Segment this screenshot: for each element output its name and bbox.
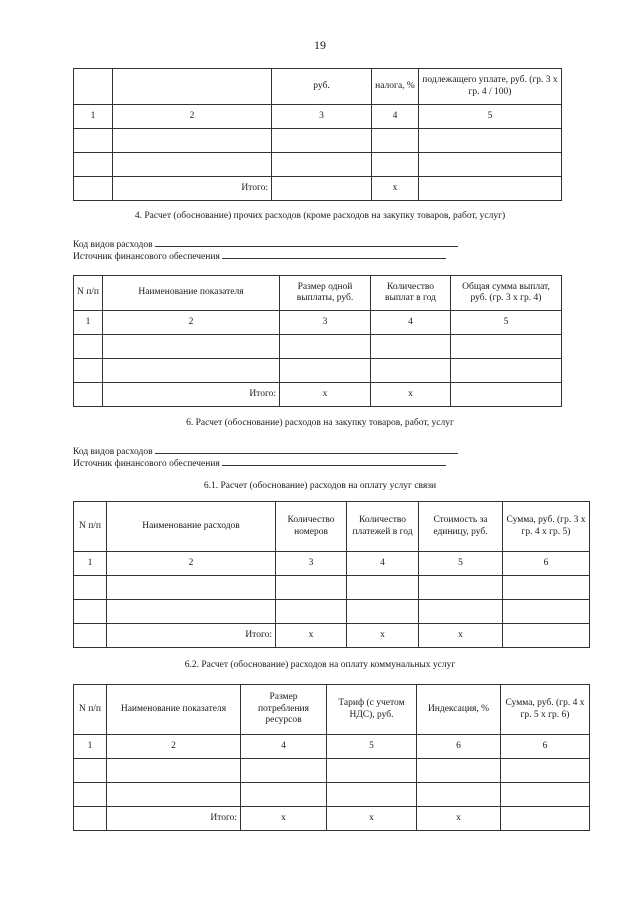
expense-code-line [155,237,458,247]
total-label: Итого: [113,177,272,201]
table-cell [280,335,371,359]
table-cell [74,624,107,648]
table-cell [107,600,276,624]
section-6-1-heading: 6.1. Расчет (обоснование) расходов на оплату услуг связи [203,481,437,491]
table-cell: x [347,624,419,648]
column-number: 4 [347,552,419,576]
funding-source-field [73,249,446,262]
header-cell: Количество платежей в год [347,502,419,552]
expense-code-label: Код видов расходов [73,447,153,457]
column-number: 1 [74,552,107,576]
column-number: 3 [280,311,371,335]
table-cell [372,153,419,177]
column-number: 6 [501,735,590,759]
header-cell: N п/п [74,685,107,735]
table-cell [347,576,419,600]
header-cell: Стоимость за единицу, руб. [419,502,503,552]
table-row [74,576,590,600]
table-cell [272,129,372,153]
table-cell [103,359,280,383]
column-number-row [74,552,590,576]
table-cell: x [327,807,417,831]
table-cell [451,335,562,359]
funding-source-line [222,249,446,259]
table-header-row [74,685,590,735]
table-header-row [74,276,562,311]
funding-source-field [73,456,446,469]
column-number: 5 [419,105,562,129]
table-cell [74,335,103,359]
header-cell: Наименование расходов [107,502,276,552]
other-expenses-table [73,275,562,407]
header-cell: Тариф (с учетом НДС), руб. [327,685,417,735]
table-row [74,359,562,383]
table-cell [276,600,347,624]
column-number: 1 [74,735,107,759]
table-cell [280,359,371,383]
header-cell [74,69,113,105]
table-row [74,783,590,807]
header-cell: Размер одной выплаты, руб. [280,276,371,311]
funding-source-label: Источник финансового обеспечения [73,252,220,262]
column-number: 6 [503,552,590,576]
table-cell [371,359,451,383]
section-6-2-heading: 6.2. Расчет (обоснование) расходов на оплату коммунальных услуг [184,660,456,670]
table-cell [241,783,327,807]
page-number: 19 [314,38,326,52]
total-label: Итого: [107,624,276,648]
table-cell [417,783,501,807]
table-cell [372,129,419,153]
table-cell: x [241,807,327,831]
column-number: 2 [107,735,241,759]
header-cell: Сумма, руб. (гр. 3 х гр. 4 х гр. 5) [503,502,590,552]
table-cell [74,359,103,383]
column-number: 5 [327,735,417,759]
table-cell: x [372,177,419,201]
column-number: 4 [241,735,327,759]
header-cell: Количество номеров [276,502,347,552]
table-cell [74,759,107,783]
total-row [74,177,562,201]
table-cell [74,177,113,201]
section-6-heading: 6. Расчет (обоснование) расходов на закупку товаров, работ, услуг [186,418,454,428]
table-cell [347,600,419,624]
header-cell: налога, % [372,69,419,105]
table-cell [113,153,272,177]
table-cell [74,600,107,624]
table-cell [501,759,590,783]
table-cell [272,177,372,201]
table-cell [501,783,590,807]
column-number: 2 [113,105,272,129]
table-cell [74,129,113,153]
table-cell: x [417,807,501,831]
column-number: 5 [419,552,503,576]
table-cell [419,129,562,153]
table-cell [419,576,503,600]
column-number-row [74,105,562,129]
table-cell [272,153,372,177]
header-cell: Наименование показателя [107,685,241,735]
header-cell: Сумма, руб. (гр. 4 х гр. 5 х гр. 6) [501,685,590,735]
table-cell: x [371,383,451,407]
column-number: 3 [272,105,372,129]
table-cell [501,807,590,831]
header-cell: Количество выплат в год [371,276,451,311]
table-cell [419,600,503,624]
table-cell: x [419,624,503,648]
table-cell: x [280,383,371,407]
header-cell: Индексация, % [417,685,501,735]
table-cell [107,783,241,807]
header-cell: N п/п [74,502,107,552]
utility-expenses-table [73,684,590,831]
table-header-row [74,69,562,105]
column-number-row [74,735,590,759]
table-cell [113,129,272,153]
column-number: 2 [103,311,280,335]
table-cell [503,600,590,624]
table-cell [419,153,562,177]
funding-source-label: Источник финансового обеспечения [73,459,220,469]
column-number: 1 [74,105,113,129]
table-cell: x [276,624,347,648]
table-cell [417,759,501,783]
table-cell [327,759,417,783]
table-cell [241,759,327,783]
header-cell [113,69,272,105]
table-header-row [74,502,590,552]
total-label: Итого: [103,383,280,407]
table-cell [107,576,276,600]
header-cell: N п/п [74,276,103,311]
table-cell [327,783,417,807]
table-cell [503,576,590,600]
header-cell: Наименование показателя [103,276,280,311]
table-cell [74,783,107,807]
table-cell [371,335,451,359]
table-cell [276,576,347,600]
tax-calculation-table [73,68,562,201]
column-number: 5 [451,311,562,335]
column-number: 2 [107,552,276,576]
table-row [74,129,562,153]
table-cell [107,759,241,783]
column-number: 6 [417,735,501,759]
table-row [74,600,590,624]
communication-expenses-table [73,501,590,648]
table-row [74,759,590,783]
header-cell: подлежащего уплате, руб. (гр. 3 х гр. 4 / 100) [419,69,562,105]
funding-source-line [222,456,446,466]
header-cell: Общая сумма выплат, руб. (гр. 3 х гр. 4) [451,276,562,311]
table-cell [103,335,280,359]
header-cell: руб. [272,69,372,105]
expense-code-label: Код видов расходов [73,240,153,250]
column-number: 4 [371,311,451,335]
expense-code-line [155,444,458,454]
table-cell [74,576,107,600]
total-label: Итого: [107,807,241,831]
total-row [74,383,562,407]
table-row [74,153,562,177]
table-cell [74,383,103,407]
table-cell [503,624,590,648]
column-number: 4 [372,105,419,129]
table-cell [74,807,107,831]
table-cell [419,177,562,201]
table-row [74,335,562,359]
table-cell [451,383,562,407]
table-cell [451,359,562,383]
column-number-row [74,311,562,335]
header-cell: Размер потребления ресурсов [241,685,327,735]
table-cell [74,153,113,177]
total-row [74,624,590,648]
section-4-heading: 4. Расчет (обоснование) прочих расходов (кроме расходов на закупку товаров, работ, услуг) [134,211,506,221]
column-number: 1 [74,311,103,335]
total-row [74,807,590,831]
column-number: 3 [276,552,347,576]
